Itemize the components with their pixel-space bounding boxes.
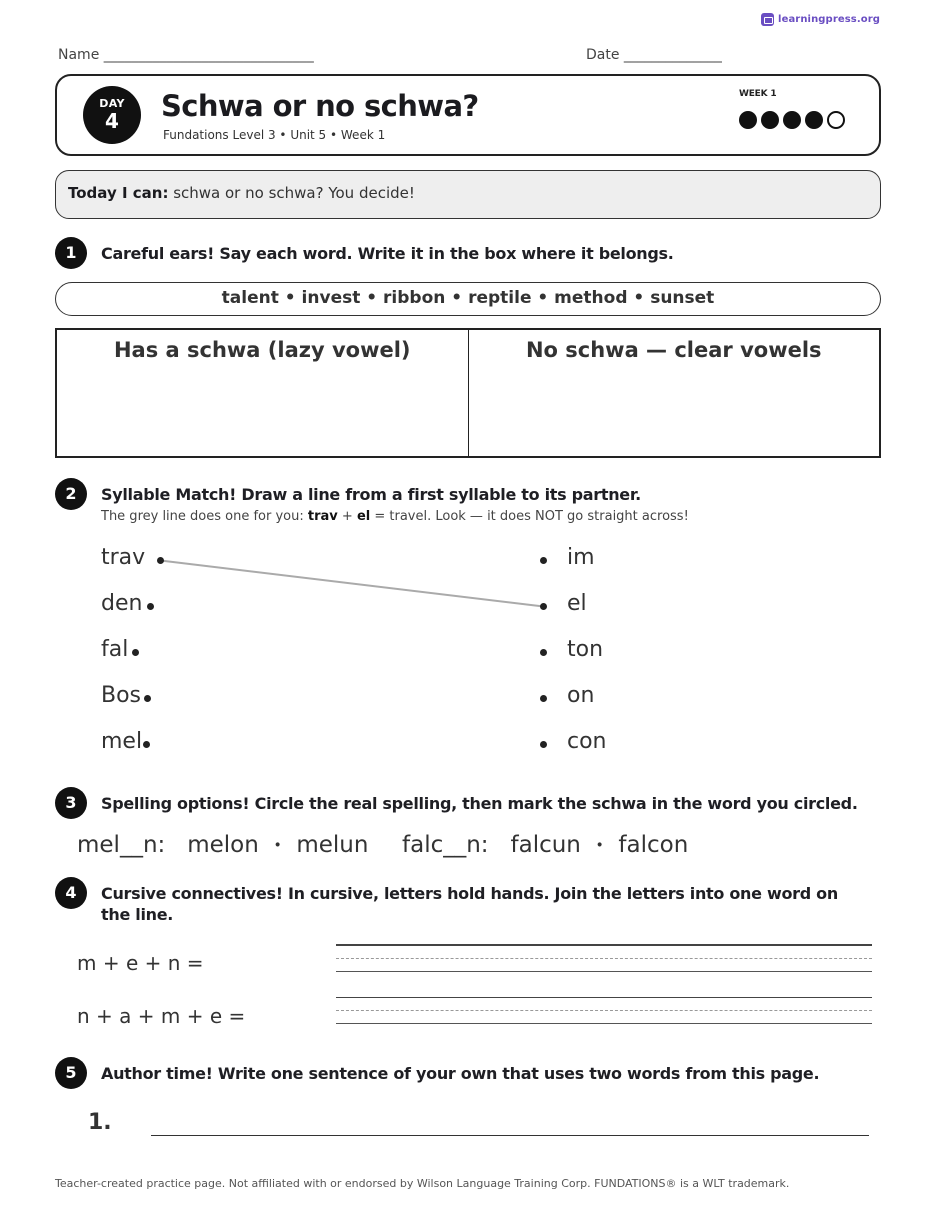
section-3-heading: Spelling options! Circle the real spelling, then mark the schwa in the word you circled. <box>101 794 858 813</box>
day-number: 4 <box>105 109 119 133</box>
page-subtitle: Fundations Level 3 • Unit 5 • Week 1 <box>163 128 386 142</box>
note-b: el <box>356 509 371 524</box>
syllable-left: Bos <box>101 683 142 708</box>
section-number-2: 2 <box>55 478 87 510</box>
spelling-option[interactable]: falcun <box>510 832 581 858</box>
note-a: trav <box>307 509 338 524</box>
section-1-heading: Careful ears! Say each word. Write it in the box where it belongs. <box>101 244 674 263</box>
syllable-left: mel <box>101 729 143 754</box>
option-separator: • <box>273 837 282 854</box>
section-number-4: 4 <box>55 877 87 909</box>
syllable-right: im <box>567 545 595 570</box>
match-dot-right[interactable] <box>540 741 547 748</box>
word-bank: talent • invest • ribbon • reptile • method • sunset <box>55 282 881 316</box>
section-5-heading: Author time! Write one sentence of your own that uses two words from this page. <box>101 1064 820 1083</box>
spelling-item-2 <box>402 832 688 858</box>
match-dot-left[interactable] <box>144 695 151 702</box>
brand-text: learningpress.org <box>778 14 880 25</box>
writing-line-1[interactable] <box>336 944 872 972</box>
cursive-equation-1: m + e + n = <box>77 951 204 975</box>
match-dot-right[interactable] <box>540 603 547 610</box>
answer-line[interactable] <box>151 1135 869 1136</box>
match-dot-left[interactable] <box>147 603 154 610</box>
option-separator: • <box>595 837 604 854</box>
syllable-left: trav <box>101 545 146 570</box>
match-dot-right[interactable] <box>540 649 547 656</box>
spelling-option[interactable]: falcon <box>618 832 689 858</box>
syllable-right: ton <box>567 637 604 662</box>
date-field: Date ______________ <box>586 47 722 63</box>
section-number-3: 3 <box>55 787 87 819</box>
column-has-schwa-label: Has a schwa (lazy vowel) <box>113 338 411 362</box>
section-number-5: 5 <box>55 1057 87 1089</box>
note-post: = travel. Look — it does NOT go straight across! <box>370 509 689 524</box>
syllable-right: el <box>567 591 587 616</box>
syllable-right: con <box>567 729 607 754</box>
syllable-left: fal <box>101 637 129 662</box>
example-match-line <box>161 561 544 607</box>
syllable-left: den <box>101 591 143 616</box>
spelling-prompt: mel__n: <box>77 832 166 858</box>
match-dot-right[interactable] <box>540 557 547 564</box>
page-title: Schwa or no schwa? <box>161 89 479 123</box>
section-2-heading: Syllable Match! Draw a line from a first syllable to its partner. <box>101 485 641 504</box>
column-no-schwa-label: No schwa — clear vowels <box>525 338 822 362</box>
answer-number: 1. <box>88 1110 112 1135</box>
day-label: DAY <box>99 97 125 110</box>
match-dot-left[interactable] <box>157 557 164 564</box>
name-field: Name ______________________________ <box>58 47 314 63</box>
week-label: WEEK 1 <box>739 89 777 99</box>
spelling-prompt: falc__n: <box>402 832 489 858</box>
today-text: schwa or no schwa? You decide! <box>168 184 415 202</box>
spelling-item-1 <box>77 832 368 858</box>
section-number-1: 1 <box>55 237 87 269</box>
cursive-equation-2: n + a + m + e = <box>77 1004 246 1028</box>
section-4-heading: Cursive connectives! In cursive, letters hold hands. Join the letters into one word on the line. <box>101 884 838 924</box>
match-dot-left[interactable] <box>143 741 150 748</box>
match-dot-right[interactable] <box>540 695 547 702</box>
today-prefix: Today I can: <box>68 184 169 202</box>
match-dot-left[interactable] <box>132 649 139 656</box>
footer-disclaimer: Teacher-created practice page. Not affiliated with or endorsed by Wilson Language Training Corp. FUNDATIONS® is a WLT trademark. <box>55 1177 790 1190</box>
spelling-option[interactable]: melon <box>187 832 259 858</box>
syllable-right: on <box>567 683 595 708</box>
note-plus: + <box>337 509 357 524</box>
spelling-option[interactable]: melun <box>296 832 369 858</box>
note-pre: The grey line does one for you: <box>101 509 308 524</box>
writing-line-2[interactable] <box>336 997 872 1024</box>
